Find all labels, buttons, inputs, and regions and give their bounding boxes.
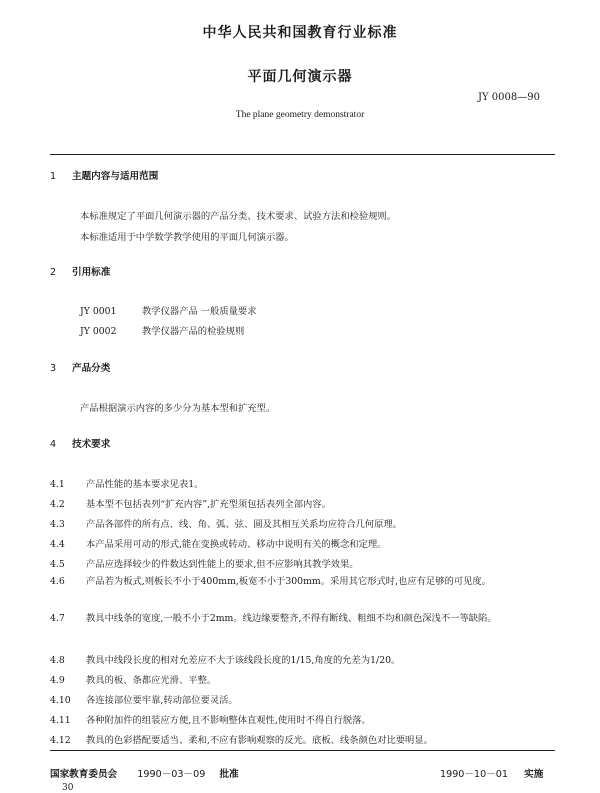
requirement-item (50, 712, 371, 726)
section-title: 产品分类 (72, 363, 111, 374)
section-title: 主题内容与适用范围 (72, 171, 159, 182)
item-text: 产品性能的基本要求见表1。 (86, 479, 204, 490)
section-title: 技术要求 (72, 439, 111, 450)
implementation-line (440, 766, 543, 780)
item-number: 4.12 (50, 735, 71, 746)
reference-item (80, 303, 257, 317)
top-divider (50, 154, 555, 155)
requirement-item (50, 516, 402, 530)
section-heading (50, 264, 110, 278)
section-heading (50, 360, 110, 374)
standard-organization-header: 中华人民共和国教育行业标准 (202, 25, 398, 41)
requirement-item (50, 496, 331, 510)
implementation-label: 实施 (524, 769, 544, 780)
item-number: 4.6 (50, 576, 65, 587)
item-number: 4.9 (50, 675, 65, 686)
reference-text: 教学仪器产品 一般质量要求 (142, 306, 257, 317)
item-number: 4.7 (50, 613, 65, 624)
section-title: 引用标准 (72, 267, 111, 278)
reference-code: JY 0001 (80, 306, 117, 317)
section-number: 1 (50, 171, 57, 182)
english-title: The plane geometry demonstrator (235, 110, 365, 120)
implementation-date: 1990－10－01 (440, 769, 509, 780)
paragraph: 产品根据演示内容的多少分为基本型和扩充型。 (80, 403, 276, 414)
item-number: 4.2 (50, 499, 65, 510)
item-text: 教具中线段长度的相对允差应不大于该线段长度的1/15,角度的允差为1/20。 (86, 655, 401, 666)
item-number: 4.4 (50, 539, 65, 550)
reference-text: 教学仪器产品的检验规则 (142, 326, 245, 337)
bottom-divider (50, 750, 555, 751)
requirement-item (50, 609, 570, 628)
section-heading (50, 168, 158, 182)
item-text: 产品若为板式,则板长不小于400mm,板宽不小于300mm。采用其它形式时,也应有足够的可见度。 (86, 576, 492, 587)
item-text: 教具的板、条都应光滑、平整。 (86, 675, 217, 686)
item-number: 4.10 (50, 695, 71, 706)
section-heading (50, 436, 110, 450)
requirement-item (50, 732, 433, 746)
requirement-item (50, 536, 386, 550)
item-text: 教具中线条的宽度,一般不小于2mm。线边缘要整齐,不得有断线、粗细不均和颜色深浅不一等缺陷。 (86, 613, 497, 624)
item-text: 产品各部件的所有点、线、角、弧、弦、圆及其相互关系均应符合几何原理。 (86, 519, 403, 530)
reference-item (80, 323, 244, 337)
item-number: 4.11 (50, 715, 71, 726)
approve-date: 1990－03－09 (137, 769, 206, 780)
document-title: 平面几何演示器 (247, 69, 353, 85)
item-text: 本产品采用可动的形式,能在变换或转动、移动中说明有关的概念和定理。 (86, 539, 387, 550)
requirement-item (50, 572, 570, 591)
paragraph: 本标准适用于中学数学教学使用的平面几何演示器。 (80, 232, 294, 243)
standard-code: JY 0008—90 (478, 92, 540, 103)
item-text: 各连接部位要牢靠,转动部位要灵活。 (86, 695, 238, 706)
item-number: 4.3 (50, 519, 65, 530)
item-text: 基本型不包括表列“扩充内容”,扩充型须包括表列全部内容。 (86, 499, 331, 510)
section-number: 4 (50, 439, 57, 450)
issuer: 国家教育委员会 (50, 769, 118, 780)
requirement-item (50, 652, 400, 666)
paragraph: 本标准规定了平面几何演示器的产品分类、技术要求、试验方法和检验规则。 (80, 211, 397, 222)
section-number: 2 (50, 267, 57, 278)
reference-code: JY 0002 (80, 326, 117, 337)
approve-label: 批准 (219, 769, 239, 780)
page-number: 30 (62, 783, 74, 793)
item-number: 4.8 (50, 655, 65, 666)
requirement-item (50, 692, 238, 706)
item-text: 产品应选择较少的件数达到性能上的要求,但不应影响其教学效果。 (86, 559, 359, 570)
requirement-item (50, 672, 216, 686)
section-number: 3 (50, 363, 57, 374)
requirement-item (50, 476, 203, 490)
item-number: 4.1 (50, 479, 65, 490)
approval-line (50, 766, 239, 780)
requirement-item (50, 556, 359, 570)
item-text: 教具的色彩搭配要适当、柔和,不应有影响观察的反光。底板、线条颜色对比要明显。 (86, 735, 433, 746)
item-text: 各种附加件的组装应方便,且不影响整体直观性,使用时不得自行脱落。 (86, 715, 371, 726)
item-number: 4.5 (50, 559, 65, 570)
